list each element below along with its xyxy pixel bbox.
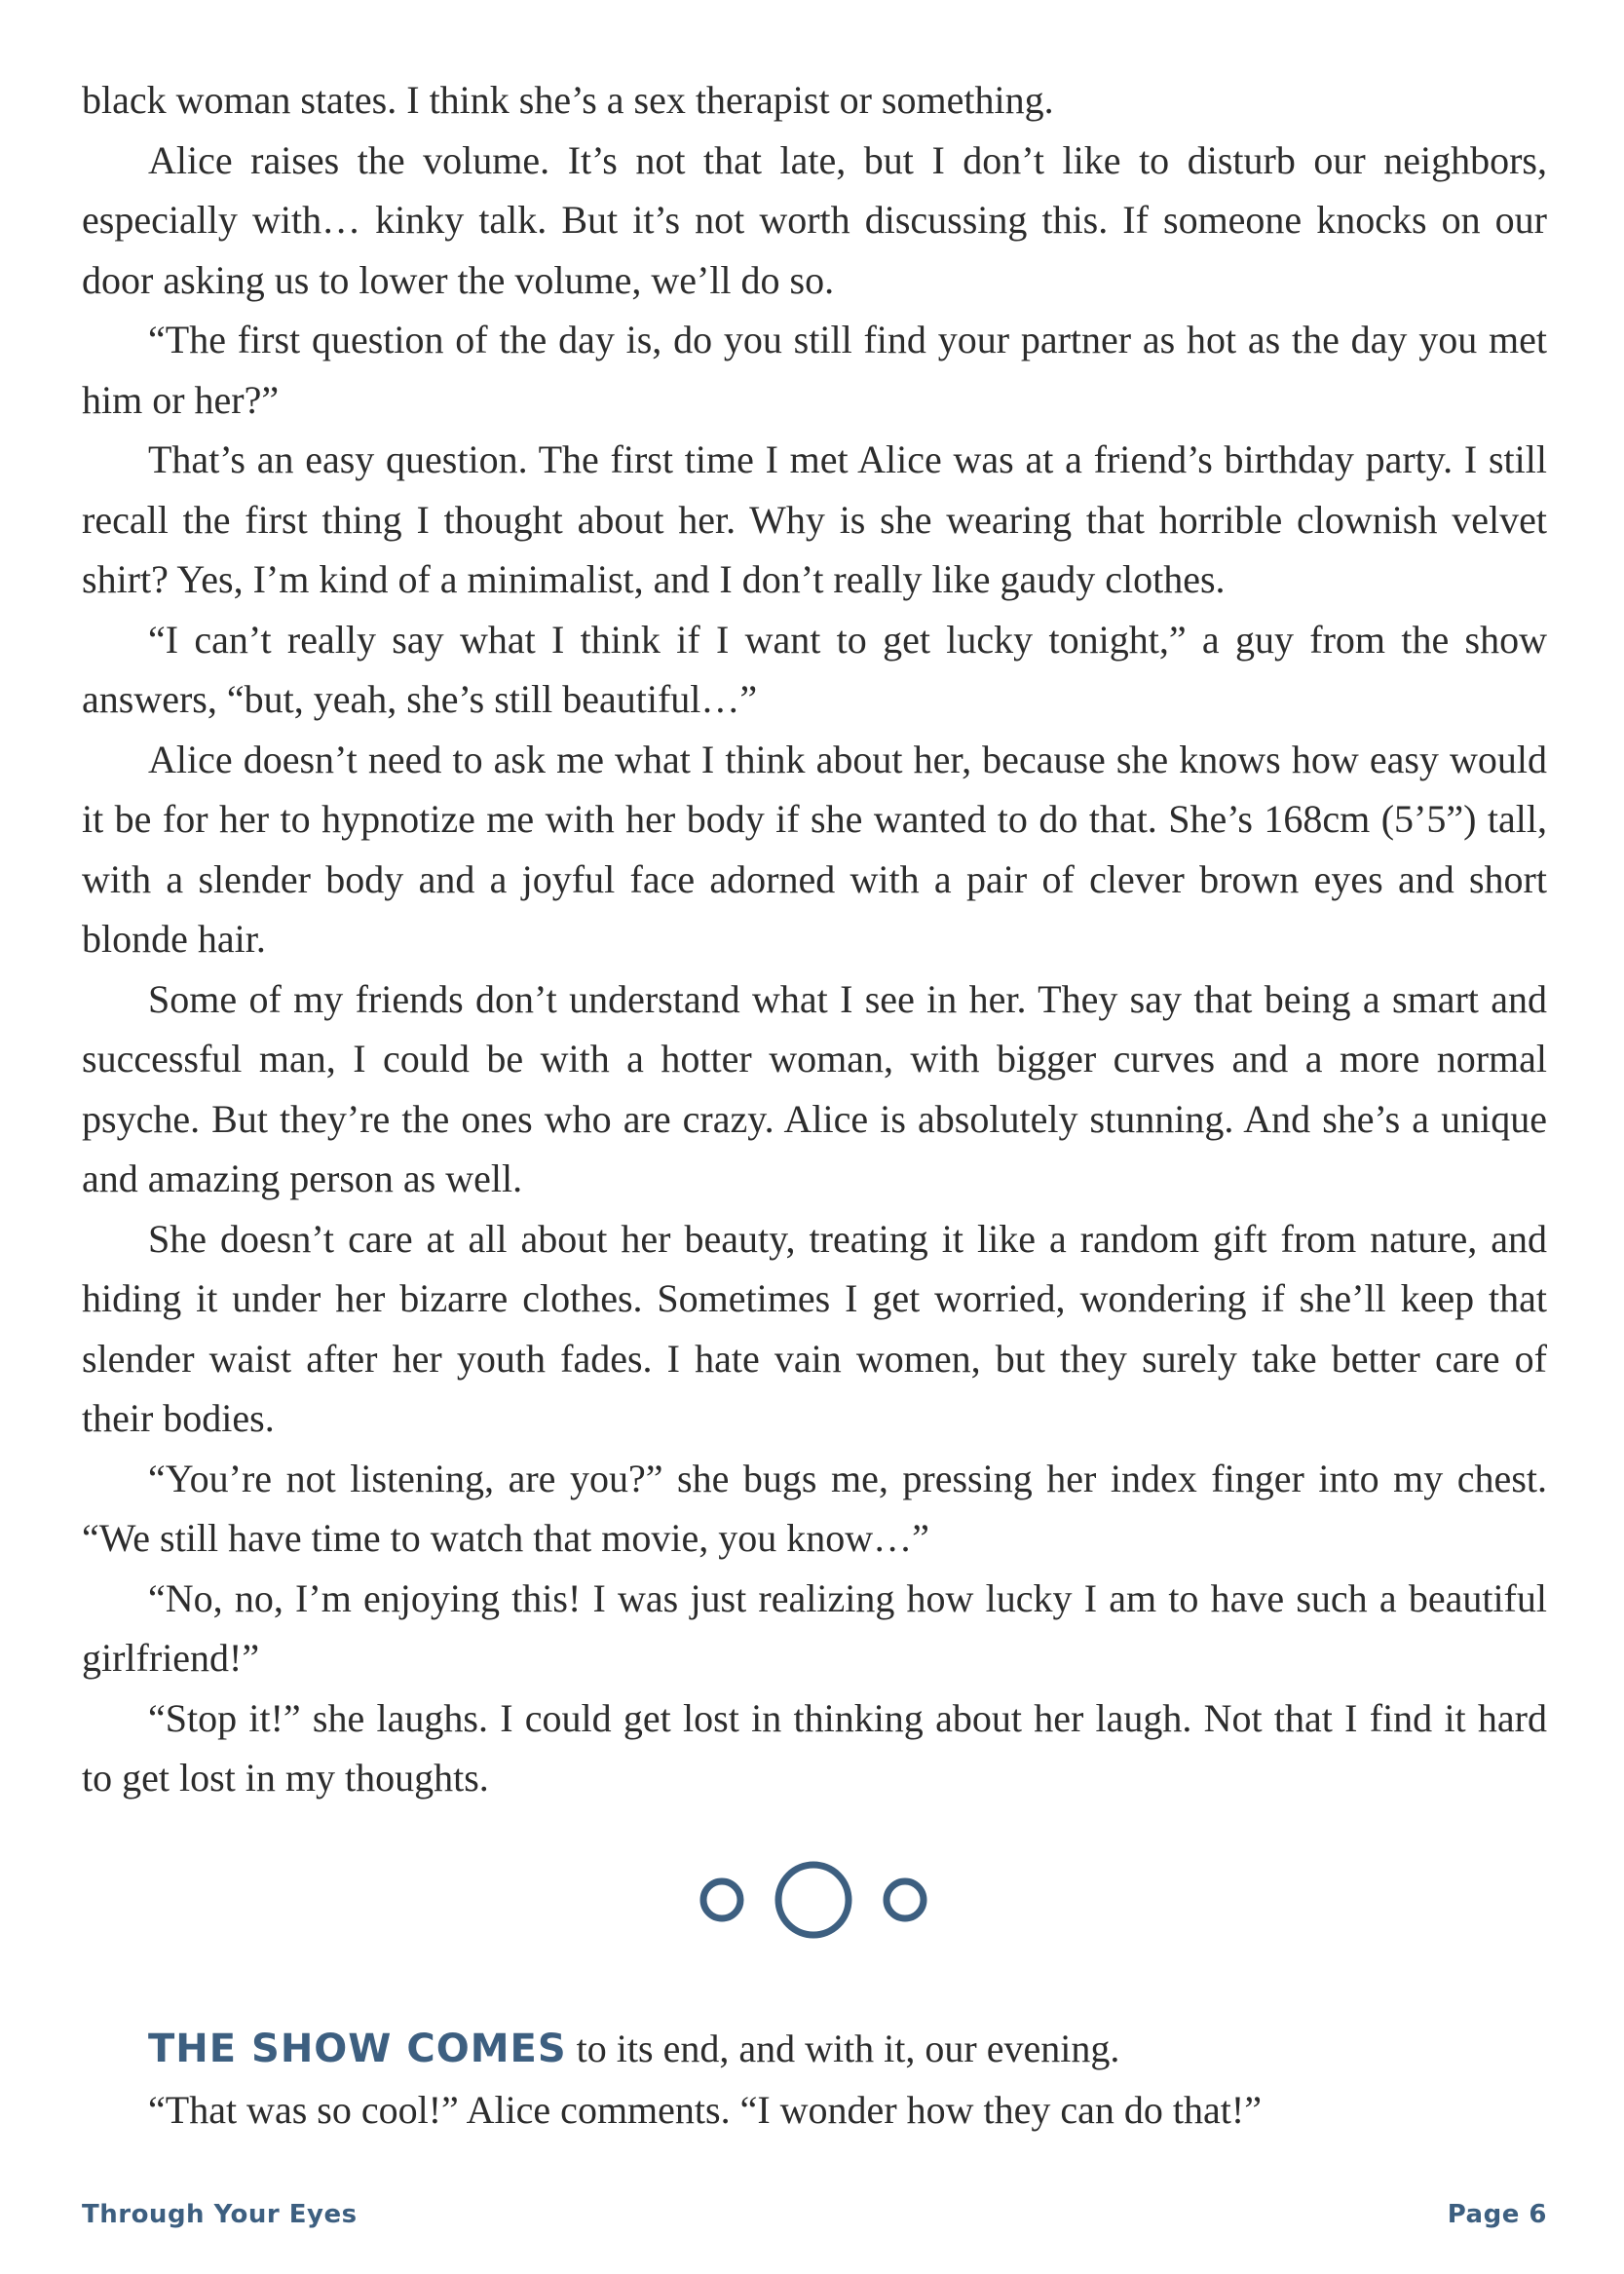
section-first-paragraph	[82, 2019, 1547, 2080]
paragraph: She doesn’t care at all about her beauty, treating it like a random gift from nature, and hiding it under her bizarre clothes. Sometimes I get worried, wondering if she’ll keep that slender waist after her youth fades. I hate vain women, but they surely take better care of their bodies.	[82, 1216, 1547, 1440]
book-title: Through Your Eyes	[82, 2200, 358, 2229]
paragraph: “I can’t really say what I think if I want to get lucky tonight,” a guy from the show answers, “but, yeah, she’s still beautiful…”	[82, 617, 1547, 721]
paragraph: “You’re not listening, are you?” she bugs me, pressing her index finger into my chest. “We still have time to watch that movie, you know…”	[82, 1456, 1547, 1560]
paragraph: Alice doesn’t need to ask me what I think about her, because she knows how easy would it be for her to hypnotize me with her body if she wanted to do that. She’s 168cm (5’5”) tall, with a slender body and a joyful face adorned with a pair of clever brown eyes and short blonde hair.	[82, 737, 1547, 961]
body-text	[82, 70, 1547, 1808]
section-first-line: to its end, and with it, our evening.	[566, 2027, 1120, 2070]
small-circle-left-icon	[703, 1881, 740, 1918]
large-circle-center-icon	[778, 1865, 849, 1935]
page-number: Page 6	[1447, 2200, 1547, 2229]
page-footer	[82, 2200, 1547, 2229]
paragraph: “No, no, I’m enjoying this! I was just realizing how lucky I am to have such a beautiful girlfriend!”	[82, 1575, 1547, 1680]
new-section	[82, 2019, 1547, 2140]
paragraph: “That was so cool!” Alice comments. “I wonder how they can do that!”	[148, 2087, 1262, 2132]
paragraph: black woman states. I think she’s a sex therapist or something.	[82, 78, 1054, 122]
paragraph: Some of my friends don’t understand what I see in her. They say that being a smart and successful man, I could be with a hotter woman, with bigger curves and a more normal psyche. But they’re the ones who are crazy. Alice is absolutely stunning. And she’s a unique and amazing person as well.	[82, 976, 1547, 1200]
paragraph: “Stop it!” she laughs. I could get lost in thinking about her laugh. Not that I find it hard to get lost in my thoughts.	[82, 1695, 1547, 1800]
small-circle-right-icon	[887, 1881, 924, 1918]
paragraph: “The first question of the day is, do you still find your partner as hot as the day you met him or her?”	[82, 318, 1547, 422]
paragraph: That’s an easy question. The first time I met Alice was at a friend’s birthday party. I still recall the first thing I thought about her. Why is she wearing that horrible clownish velvet shirt? Yes, I’m kind of a minimalist, and I don’t really like gaudy clothes.	[82, 437, 1547, 601]
section-lead-in: THE SHOW COMES	[148, 2027, 567, 2071]
paragraph: Alice raises the volume. It’s not that late, but I don’t like to disturb our neighbors, especially with… kinky talk. But it’s not worth discussing this. If someone knocks on our door asking us to lower the volume, we’ll do so.	[82, 137, 1547, 302]
three-circles-divider-icon	[0, 1861, 1624, 1939]
